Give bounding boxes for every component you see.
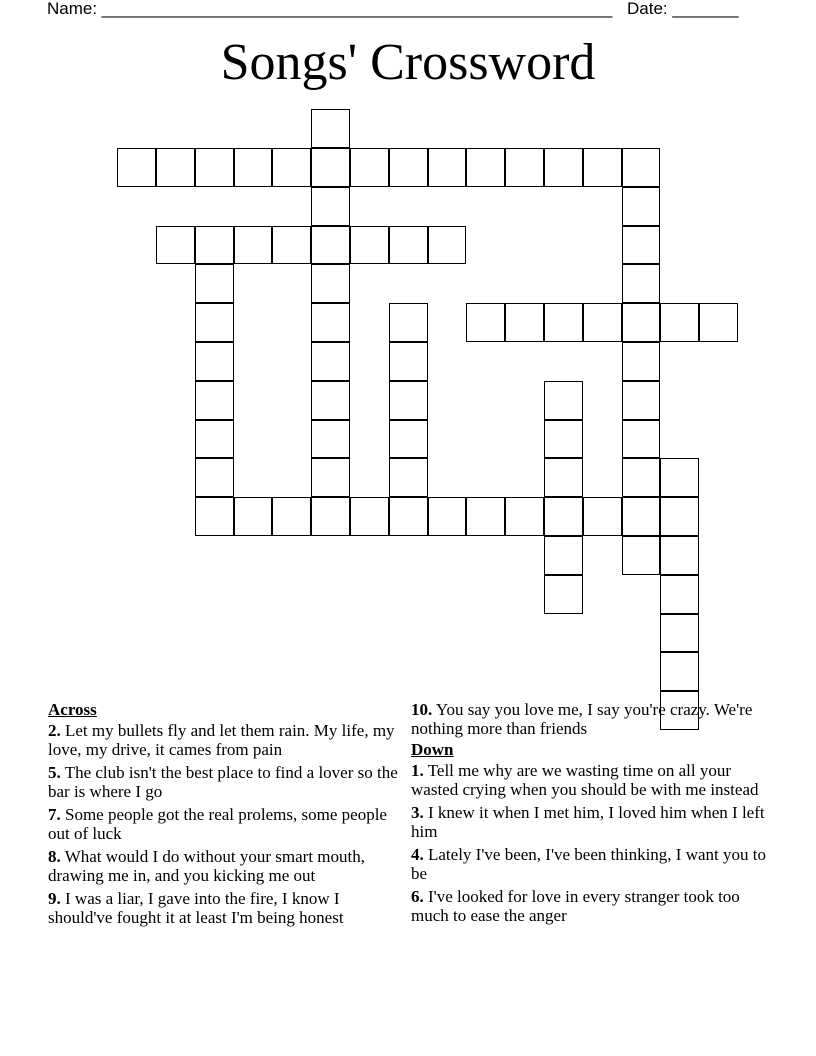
grid-cell[interactable] xyxy=(583,303,622,342)
grid-cell[interactable] xyxy=(311,109,350,148)
grid-cell[interactable] xyxy=(389,303,428,342)
name-field[interactable]: Name: ______________________________________________________ xyxy=(47,0,613,18)
down-clue xyxy=(411,803,771,841)
grid-cell[interactable] xyxy=(622,187,661,226)
grid-cell[interactable] xyxy=(311,187,350,226)
clue-number: 6. xyxy=(411,887,424,906)
clues-column-right xyxy=(411,700,771,929)
grid-cell[interactable] xyxy=(505,497,544,536)
grid-cell[interactable] xyxy=(389,497,428,536)
grid-cell[interactable] xyxy=(156,148,195,187)
down-clue xyxy=(411,887,771,925)
clue-text: Lately I've been, I've been thinking, I want you to be xyxy=(411,845,766,883)
grid-cell[interactable] xyxy=(389,148,428,187)
clue-text: The club isn't the best place to find a lover so the bar is where I go xyxy=(48,763,398,801)
grid-cell[interactable] xyxy=(622,264,661,303)
grid-cell[interactable] xyxy=(699,303,738,342)
grid-cell[interactable] xyxy=(195,303,234,342)
down-heading: Down xyxy=(411,740,454,759)
clue-number: 10. xyxy=(411,700,433,719)
clue-number: 8. xyxy=(48,847,61,866)
grid-cell[interactable] xyxy=(544,497,583,536)
grid-cell[interactable] xyxy=(311,497,350,536)
grid-cell[interactable] xyxy=(195,497,234,536)
grid-cell[interactable] xyxy=(622,303,661,342)
grid-cell[interactable] xyxy=(544,420,583,459)
grid-cell[interactable] xyxy=(234,226,273,265)
grid-cell[interactable] xyxy=(428,497,467,536)
grid-cell[interactable] xyxy=(544,148,583,187)
clue-number: 2. xyxy=(48,721,61,740)
grid-cell[interactable] xyxy=(389,458,428,497)
grid-cell[interactable] xyxy=(622,148,661,187)
grid-cell[interactable] xyxy=(428,148,467,187)
grid-cell[interactable] xyxy=(272,497,311,536)
grid-cell[interactable] xyxy=(544,536,583,575)
grid-cell[interactable] xyxy=(505,303,544,342)
grid-cell[interactable] xyxy=(583,497,622,536)
clues-column-left xyxy=(48,700,403,931)
across-clue xyxy=(48,721,403,759)
grid-cell[interactable] xyxy=(234,497,273,536)
grid-cell[interactable] xyxy=(272,148,311,187)
clue-text: Tell me why are we wasting time on all your wasted crying when you should be with me instead xyxy=(411,761,759,799)
grid-cell[interactable] xyxy=(466,148,505,187)
grid-cell[interactable] xyxy=(622,458,661,497)
date-field[interactable]: Date: _______ xyxy=(627,0,739,18)
grid-cell[interactable] xyxy=(311,342,350,381)
grid-cell[interactable] xyxy=(622,497,661,536)
across-clue xyxy=(48,889,403,927)
grid-cell[interactable] xyxy=(195,342,234,381)
grid-cell[interactable] xyxy=(195,420,234,459)
grid-cell[interactable] xyxy=(272,226,311,265)
clue-number: 9. xyxy=(48,889,61,908)
grid-cell[interactable] xyxy=(660,536,699,575)
grid-cell[interactable] xyxy=(156,226,195,265)
grid-cell[interactable] xyxy=(544,575,583,614)
grid-cell[interactable] xyxy=(234,148,273,187)
grid-cell[interactable] xyxy=(311,303,350,342)
grid-cell[interactable] xyxy=(311,420,350,459)
clue-text: I was a liar, I gave into the fire, I know I should've fought it at least I'm being honest xyxy=(48,889,344,927)
grid-cell[interactable] xyxy=(311,226,350,265)
clue-text: I've looked for love in every stranger took too much to ease the anger xyxy=(411,887,740,925)
grid-cell[interactable] xyxy=(311,148,350,187)
grid-cell[interactable] xyxy=(544,303,583,342)
clue-text: What would I do without your smart mouth, drawing me in, and you kicking me out xyxy=(48,847,366,885)
grid-cell[interactable] xyxy=(350,226,389,265)
grid-cell[interactable] xyxy=(195,381,234,420)
grid-cell[interactable] xyxy=(544,381,583,420)
grid-cell[interactable] xyxy=(389,226,428,265)
down-clue xyxy=(411,761,771,799)
grid-cell[interactable] xyxy=(311,264,350,303)
page-title: Songs' Crossword xyxy=(220,34,596,91)
grid-cell[interactable] xyxy=(195,226,234,265)
grid-cell[interactable] xyxy=(660,614,699,653)
grid-cell[interactable] xyxy=(195,264,234,303)
grid-cell[interactable] xyxy=(622,226,661,265)
grid-cell[interactable] xyxy=(350,497,389,536)
grid-cell[interactable] xyxy=(544,458,583,497)
across-clue xyxy=(48,847,403,885)
clue-text: Let my bullets fly and let them rain. My life, my love, my drive, it cames from pain xyxy=(48,721,395,759)
grid-cell[interactable] xyxy=(660,458,699,497)
grid-cell[interactable] xyxy=(660,575,699,614)
grid-cell[interactable] xyxy=(466,303,505,342)
grid-cell[interactable] xyxy=(660,652,699,691)
grid-cell[interactable] xyxy=(622,381,661,420)
grid-cell[interactable] xyxy=(311,458,350,497)
grid-cell[interactable] xyxy=(466,497,505,536)
clue-number: 1. xyxy=(411,761,424,780)
clue-number: 4. xyxy=(411,845,424,864)
clue-text: I knew it when I met him, I loved him when I left him xyxy=(411,803,765,841)
clue-number: 5. xyxy=(48,763,61,782)
grid-cell[interactable] xyxy=(389,342,428,381)
grid-cell[interactable] xyxy=(622,536,661,575)
across-clue xyxy=(48,805,403,843)
grid-cell[interactable] xyxy=(428,226,467,265)
grid-cell[interactable] xyxy=(117,148,156,187)
grid-cell[interactable] xyxy=(389,420,428,459)
down-clue xyxy=(411,845,771,883)
grid-cell[interactable] xyxy=(350,148,389,187)
grid-cell[interactable] xyxy=(195,148,234,187)
clue-number: 3. xyxy=(411,803,424,822)
grid-cell[interactable] xyxy=(311,381,350,420)
grid-cell[interactable] xyxy=(622,420,661,459)
grid-cell[interactable] xyxy=(195,458,234,497)
clue-text: You say you love me, I say you're crazy. We're nothing more than friends xyxy=(411,700,753,738)
across-clue xyxy=(48,763,403,801)
grid-cell[interactable] xyxy=(660,497,699,536)
grid-cell[interactable] xyxy=(583,148,622,187)
clue-text: Some people got the real prolems, some people out of luck xyxy=(48,805,387,843)
grid-cell[interactable] xyxy=(660,303,699,342)
across-clue xyxy=(411,700,771,738)
across-heading: Across xyxy=(48,700,97,719)
grid-cell[interactable] xyxy=(505,148,544,187)
clue-number: 7. xyxy=(48,805,61,824)
grid-cell[interactable] xyxy=(389,381,428,420)
grid-cell[interactable] xyxy=(622,342,661,381)
